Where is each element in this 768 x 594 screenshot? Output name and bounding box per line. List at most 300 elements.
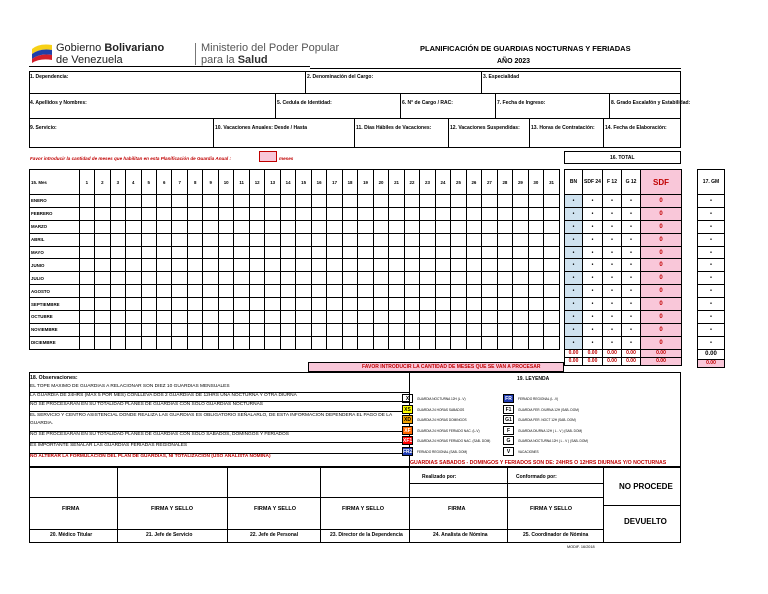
day-cell[interactable] <box>157 311 172 324</box>
day-cell[interactable] <box>218 207 233 220</box>
day-cell[interactable] <box>172 285 187 298</box>
day-cell[interactable] <box>141 220 156 233</box>
day-cell[interactable] <box>404 272 419 285</box>
day-cell[interactable] <box>141 195 156 208</box>
day-cell[interactable] <box>435 323 450 336</box>
day-cell[interactable] <box>358 336 373 349</box>
day-cell[interactable] <box>358 311 373 324</box>
day-cell[interactable] <box>126 311 141 324</box>
day-cell[interactable] <box>265 259 280 272</box>
day-cell[interactable] <box>404 298 419 311</box>
day-cell[interactable] <box>513 246 528 259</box>
day-cell[interactable] <box>451 195 466 208</box>
day-cell[interactable] <box>420 311 435 324</box>
day-cell[interactable] <box>280 207 295 220</box>
day-cell[interactable] <box>95 285 110 298</box>
day-cell[interactable] <box>187 272 202 285</box>
day-cell[interactable] <box>451 233 466 246</box>
day-cell[interactable] <box>79 195 94 208</box>
day-cell[interactable] <box>172 246 187 259</box>
day-cell[interactable] <box>218 285 233 298</box>
day-cell[interactable] <box>157 336 172 349</box>
day-cell[interactable] <box>203 323 218 336</box>
day-cell[interactable] <box>110 323 125 336</box>
day-cell[interactable] <box>157 195 172 208</box>
day-cell[interactable] <box>342 220 357 233</box>
day-cell[interactable] <box>451 323 466 336</box>
day-cell[interactable] <box>497 298 512 311</box>
day-cell[interactable] <box>126 233 141 246</box>
day-cell[interactable] <box>528 207 543 220</box>
day-cell[interactable] <box>110 298 125 311</box>
field-dias-habiles[interactable]: 11. Días Hábiles de Vacaciones: <box>356 125 432 131</box>
day-cell[interactable] <box>141 285 156 298</box>
day-cell[interactable] <box>497 259 512 272</box>
day-cell[interactable] <box>249 336 264 349</box>
day-cell[interactable] <box>79 298 94 311</box>
day-cell[interactable] <box>249 285 264 298</box>
day-cell[interactable] <box>172 336 187 349</box>
day-cell[interactable] <box>342 233 357 246</box>
day-cell[interactable] <box>528 323 543 336</box>
day-cell[interactable] <box>373 323 388 336</box>
day-cell[interactable] <box>265 207 280 220</box>
day-cell[interactable] <box>234 207 249 220</box>
day-cell[interactable] <box>265 285 280 298</box>
day-cell[interactable] <box>79 233 94 246</box>
meses-input[interactable] <box>259 151 277 162</box>
day-cell[interactable] <box>528 336 543 349</box>
day-cell[interactable] <box>79 272 94 285</box>
day-cell[interactable] <box>358 272 373 285</box>
day-cell[interactable] <box>187 323 202 336</box>
day-cell[interactable] <box>218 323 233 336</box>
day-cell[interactable] <box>187 195 202 208</box>
day-cell[interactable] <box>95 259 110 272</box>
day-cell[interactable] <box>296 298 311 311</box>
day-cell[interactable] <box>79 311 94 324</box>
day-cell[interactable] <box>79 246 94 259</box>
day-cell[interactable] <box>95 311 110 324</box>
day-cell[interactable] <box>311 311 326 324</box>
day-cell[interactable] <box>126 246 141 259</box>
day-cell[interactable] <box>497 285 512 298</box>
day-cell[interactable] <box>528 233 543 246</box>
day-cell[interactable] <box>544 336 560 349</box>
day-cell[interactable] <box>466 336 481 349</box>
day-cell[interactable] <box>435 311 450 324</box>
day-cell[interactable] <box>95 298 110 311</box>
day-cell[interactable] <box>95 207 110 220</box>
day-cell[interactable] <box>265 233 280 246</box>
day-cell[interactable] <box>110 272 125 285</box>
day-cell[interactable] <box>249 207 264 220</box>
day-cell[interactable] <box>311 220 326 233</box>
day-cell[interactable] <box>141 207 156 220</box>
day-cell[interactable] <box>482 195 497 208</box>
day-cell[interactable] <box>404 207 419 220</box>
day-cell[interactable] <box>420 233 435 246</box>
day-cell[interactable] <box>265 323 280 336</box>
day-cell[interactable] <box>373 298 388 311</box>
day-cell[interactable] <box>373 336 388 349</box>
day-cell[interactable] <box>389 259 404 272</box>
day-cell[interactable] <box>141 298 156 311</box>
day-cell[interactable] <box>141 336 156 349</box>
day-cell[interactable] <box>296 272 311 285</box>
day-cell[interactable] <box>234 323 249 336</box>
day-cell[interactable] <box>451 285 466 298</box>
day-cell[interactable] <box>327 220 342 233</box>
day-cell[interactable] <box>466 323 481 336</box>
day-cell[interactable] <box>358 246 373 259</box>
day-cell[interactable] <box>482 246 497 259</box>
day-cell[interactable] <box>311 233 326 246</box>
day-cell[interactable] <box>358 195 373 208</box>
day-cell[interactable] <box>482 336 497 349</box>
day-cell[interactable] <box>296 246 311 259</box>
field-dependencia[interactable]: 1. Dependencia: <box>30 74 69 80</box>
day-cell[interactable] <box>141 323 156 336</box>
day-cell[interactable] <box>95 195 110 208</box>
day-cell[interactable] <box>249 195 264 208</box>
day-cell[interactable] <box>110 233 125 246</box>
day-cell[interactable] <box>218 246 233 259</box>
day-cell[interactable] <box>172 195 187 208</box>
day-cell[interactable] <box>126 272 141 285</box>
day-cell[interactable] <box>218 272 233 285</box>
day-cell[interactable] <box>435 246 450 259</box>
day-cell[interactable] <box>187 285 202 298</box>
day-cell[interactable] <box>218 259 233 272</box>
day-cell[interactable] <box>311 323 326 336</box>
day-cell[interactable] <box>327 311 342 324</box>
day-cell[interactable] <box>513 285 528 298</box>
day-cell[interactable] <box>95 233 110 246</box>
day-cell[interactable] <box>203 220 218 233</box>
day-cell[interactable] <box>358 220 373 233</box>
day-cell[interactable] <box>203 311 218 324</box>
day-cell[interactable] <box>157 285 172 298</box>
day-cell[interactable] <box>420 336 435 349</box>
day-cell[interactable] <box>157 207 172 220</box>
day-cell[interactable] <box>342 311 357 324</box>
field-especialidad[interactable]: 3. Especialidad <box>483 74 520 80</box>
day-cell[interactable] <box>141 259 156 272</box>
day-cell[interactable] <box>249 311 264 324</box>
day-cell[interactable] <box>110 311 125 324</box>
day-cell[interactable] <box>203 336 218 349</box>
day-cell[interactable] <box>249 259 264 272</box>
day-cell[interactable] <box>544 246 560 259</box>
day-cell[interactable] <box>296 336 311 349</box>
day-cell[interactable] <box>466 298 481 311</box>
day-cell[interactable] <box>203 298 218 311</box>
day-cell[interactable] <box>342 259 357 272</box>
day-cell[interactable] <box>420 220 435 233</box>
day-cell[interactable] <box>420 285 435 298</box>
day-cell[interactable] <box>497 311 512 324</box>
day-cell[interactable] <box>544 272 560 285</box>
day-cell[interactable] <box>513 195 528 208</box>
day-cell[interactable] <box>172 207 187 220</box>
day-cell[interactable] <box>234 195 249 208</box>
day-cell[interactable] <box>404 195 419 208</box>
field-vac-suspendidas[interactable]: 12. Vacaciones Suspendidas: <box>450 125 520 131</box>
day-cell[interactable] <box>389 285 404 298</box>
day-cell[interactable] <box>141 311 156 324</box>
day-cell[interactable] <box>79 336 94 349</box>
day-cell[interactable] <box>544 311 560 324</box>
day-cell[interactable] <box>482 220 497 233</box>
day-cell[interactable] <box>218 311 233 324</box>
day-cell[interactable] <box>311 298 326 311</box>
day-cell[interactable] <box>451 311 466 324</box>
day-cell[interactable] <box>466 195 481 208</box>
day-cell[interactable] <box>342 195 357 208</box>
day-cell[interactable] <box>218 336 233 349</box>
day-cell[interactable] <box>513 336 528 349</box>
day-cell[interactable] <box>466 311 481 324</box>
day-cell[interactable] <box>497 272 512 285</box>
day-cell[interactable] <box>126 298 141 311</box>
day-cell[interactable] <box>528 285 543 298</box>
day-cell[interactable] <box>110 220 125 233</box>
day-cell[interactable] <box>265 195 280 208</box>
field-ingreso[interactable]: 7. Fecha de Ingreso: <box>497 100 546 106</box>
day-cell[interactable] <box>466 272 481 285</box>
day-cell[interactable] <box>327 195 342 208</box>
day-cell[interactable] <box>187 220 202 233</box>
day-cell[interactable] <box>265 246 280 259</box>
day-cell[interactable] <box>482 272 497 285</box>
day-cell[interactable] <box>389 246 404 259</box>
day-cell[interactable] <box>528 195 543 208</box>
day-cell[interactable] <box>157 220 172 233</box>
day-cell[interactable] <box>358 323 373 336</box>
day-cell[interactable] <box>420 207 435 220</box>
day-cell[interactable] <box>358 259 373 272</box>
day-cell[interactable] <box>265 298 280 311</box>
day-cell[interactable] <box>528 259 543 272</box>
day-cell[interactable] <box>513 298 528 311</box>
field-cedula[interactable]: 5. Cedula de Identidad: <box>277 100 332 106</box>
day-cell[interactable] <box>513 207 528 220</box>
day-cell[interactable] <box>497 233 512 246</box>
day-cell[interactable] <box>172 259 187 272</box>
day-cell[interactable] <box>466 285 481 298</box>
day-cell[interactable] <box>373 195 388 208</box>
day-cell[interactable] <box>327 233 342 246</box>
day-cell[interactable] <box>497 195 512 208</box>
day-cell[interactable] <box>544 233 560 246</box>
day-cell[interactable] <box>265 272 280 285</box>
day-cell[interactable] <box>157 259 172 272</box>
day-cell[interactable] <box>466 220 481 233</box>
day-cell[interactable] <box>513 311 528 324</box>
day-cell[interactable] <box>95 272 110 285</box>
day-cell[interactable] <box>157 298 172 311</box>
day-cell[interactable] <box>203 272 218 285</box>
day-cell[interactable] <box>296 285 311 298</box>
day-cell[interactable] <box>404 311 419 324</box>
day-cell[interactable] <box>466 207 481 220</box>
day-cell[interactable] <box>389 311 404 324</box>
day-cell[interactable] <box>513 259 528 272</box>
day-cell[interactable] <box>482 323 497 336</box>
day-cell[interactable] <box>296 207 311 220</box>
day-cell[interactable] <box>342 272 357 285</box>
day-cell[interactable] <box>280 220 295 233</box>
day-cell[interactable] <box>157 323 172 336</box>
day-cell[interactable] <box>234 336 249 349</box>
day-cell[interactable] <box>373 207 388 220</box>
day-cell[interactable] <box>218 233 233 246</box>
day-cell[interactable] <box>218 220 233 233</box>
day-cell[interactable] <box>234 246 249 259</box>
day-cell[interactable] <box>79 207 94 220</box>
day-cell[interactable] <box>203 285 218 298</box>
day-cell[interactable] <box>203 246 218 259</box>
day-cell[interactable] <box>110 285 125 298</box>
day-cell[interactable] <box>389 323 404 336</box>
day-cell[interactable] <box>218 298 233 311</box>
field-denominacion[interactable]: 2. Denominación del Cargo: <box>307 74 374 80</box>
day-cell[interactable] <box>358 233 373 246</box>
day-cell[interactable] <box>497 220 512 233</box>
day-cell[interactable] <box>280 285 295 298</box>
day-cell[interactable] <box>157 233 172 246</box>
day-cell[interactable] <box>342 285 357 298</box>
day-cell[interactable] <box>110 336 125 349</box>
day-cell[interactable] <box>126 207 141 220</box>
day-cell[interactable] <box>544 298 560 311</box>
day-cell[interactable] <box>234 233 249 246</box>
day-cell[interactable] <box>327 323 342 336</box>
day-cell[interactable] <box>234 311 249 324</box>
day-cell[interactable] <box>435 207 450 220</box>
day-cell[interactable] <box>358 298 373 311</box>
field-cargo[interactable]: 6. N° de Cargo / RAC: <box>402 100 453 106</box>
day-cell[interactable] <box>497 246 512 259</box>
day-cell[interactable] <box>482 207 497 220</box>
day-cell[interactable] <box>435 259 450 272</box>
day-cell[interactable] <box>342 246 357 259</box>
day-cell[interactable] <box>482 298 497 311</box>
field-grado[interactable]: 8. Grado Escalafón y Estabilidad: <box>611 100 691 106</box>
day-cell[interactable] <box>311 259 326 272</box>
day-cell[interactable] <box>79 220 94 233</box>
day-cell[interactable] <box>157 246 172 259</box>
day-cell[interactable] <box>126 323 141 336</box>
day-cell[interactable] <box>126 336 141 349</box>
day-cell[interactable] <box>172 233 187 246</box>
day-cell[interactable] <box>389 207 404 220</box>
day-cell[interactable] <box>110 246 125 259</box>
day-cell[interactable] <box>451 272 466 285</box>
day-cell[interactable] <box>296 311 311 324</box>
day-cell[interactable] <box>389 233 404 246</box>
field-horas[interactable]: 13. Horas de Contratación: <box>531 125 595 131</box>
day-cell[interactable] <box>420 323 435 336</box>
day-cell[interactable] <box>435 336 450 349</box>
day-cell[interactable] <box>327 207 342 220</box>
day-cell[interactable] <box>528 220 543 233</box>
day-cell[interactable] <box>327 272 342 285</box>
day-cell[interactable] <box>342 207 357 220</box>
field-nombres[interactable]: 4. Apellidos y Nombres: <box>30 100 87 106</box>
day-cell[interactable] <box>280 298 295 311</box>
day-cell[interactable] <box>311 195 326 208</box>
day-cell[interactable] <box>544 259 560 272</box>
day-cell[interactable] <box>513 272 528 285</box>
day-cell[interactable] <box>435 272 450 285</box>
day-cell[interactable] <box>358 285 373 298</box>
day-cell[interactable] <box>466 246 481 259</box>
day-cell[interactable] <box>544 323 560 336</box>
day-cell[interactable] <box>234 298 249 311</box>
day-cell[interactable] <box>249 298 264 311</box>
day-cell[interactable] <box>126 220 141 233</box>
day-cell[interactable] <box>482 311 497 324</box>
day-cell[interactable] <box>373 220 388 233</box>
day-cell[interactable] <box>451 298 466 311</box>
day-cell[interactable] <box>373 285 388 298</box>
day-cell[interactable] <box>311 336 326 349</box>
day-cell[interactable] <box>420 195 435 208</box>
day-cell[interactable] <box>373 246 388 259</box>
day-cell[interactable] <box>373 272 388 285</box>
day-cell[interactable] <box>528 298 543 311</box>
day-cell[interactable] <box>187 246 202 259</box>
day-cell[interactable] <box>95 246 110 259</box>
day-cell[interactable] <box>234 259 249 272</box>
day-cell[interactable] <box>110 195 125 208</box>
day-cell[interactable] <box>172 311 187 324</box>
day-cell[interactable] <box>327 336 342 349</box>
day-cell[interactable] <box>544 285 560 298</box>
day-cell[interactable] <box>466 233 481 246</box>
day-cell[interactable] <box>296 220 311 233</box>
day-cell[interactable] <box>187 336 202 349</box>
day-cell[interactable] <box>373 311 388 324</box>
day-cell[interactable] <box>513 233 528 246</box>
day-cell[interactable] <box>435 220 450 233</box>
day-cell[interactable] <box>280 272 295 285</box>
day-cell[interactable] <box>218 195 233 208</box>
day-cell[interactable] <box>280 195 295 208</box>
day-cell[interactable] <box>126 195 141 208</box>
day-cell[interactable] <box>203 259 218 272</box>
day-cell[interactable] <box>420 246 435 259</box>
day-cell[interactable] <box>482 285 497 298</box>
field-vacaciones[interactable]: 10. Vacaciones Anuales: Desde / Hasta <box>215 125 308 131</box>
day-cell[interactable] <box>203 233 218 246</box>
day-cell[interactable] <box>435 233 450 246</box>
day-cell[interactable] <box>327 246 342 259</box>
day-cell[interactable] <box>528 311 543 324</box>
day-cell[interactable] <box>389 336 404 349</box>
day-cell[interactable] <box>265 220 280 233</box>
day-cell[interactable] <box>404 336 419 349</box>
day-cell[interactable] <box>544 220 560 233</box>
day-cell[interactable] <box>327 298 342 311</box>
day-cell[interactable] <box>373 259 388 272</box>
day-cell[interactable] <box>404 220 419 233</box>
day-cell[interactable] <box>389 272 404 285</box>
day-cell[interactable] <box>311 272 326 285</box>
day-cell[interactable] <box>389 298 404 311</box>
